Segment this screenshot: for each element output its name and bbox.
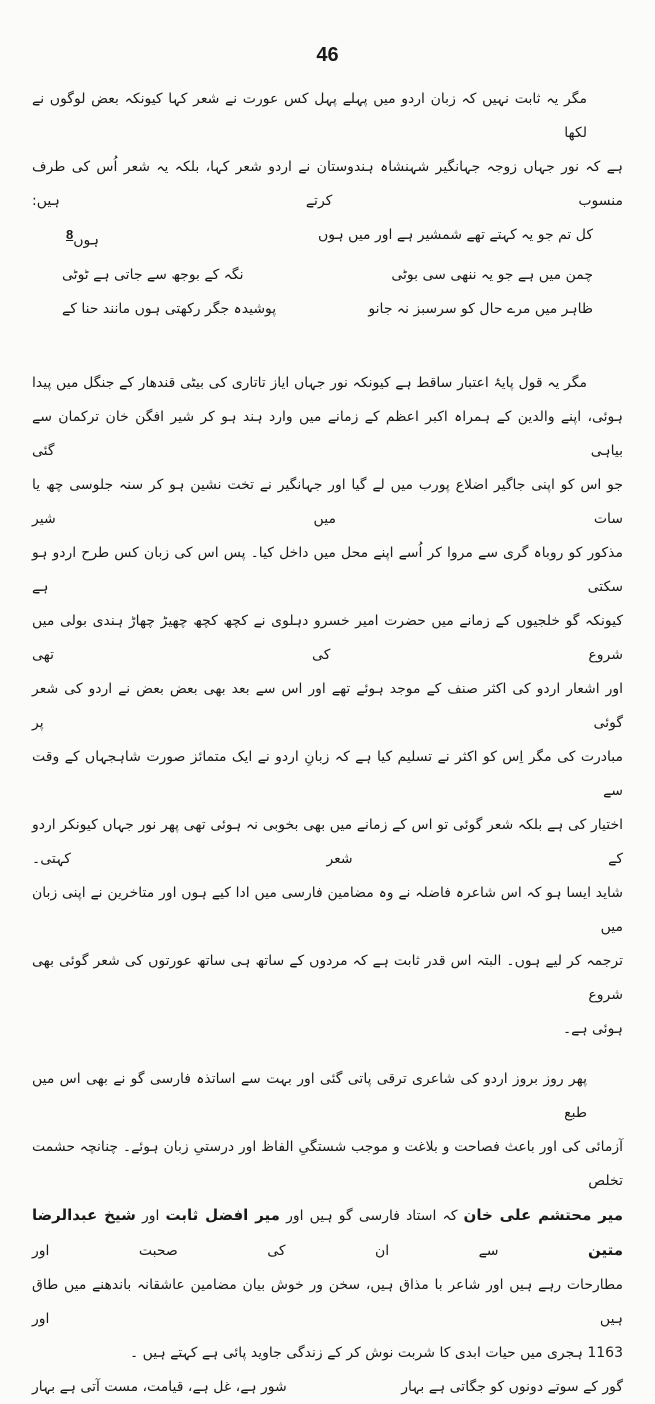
text: سے ان کی صحبت اور	[32, 1242, 588, 1259]
couplet-second-hemistich: پوشیدہ جگر رکھتی ہوں مانند حنا کے	[62, 300, 277, 317]
paragraph-line: پھر روز بروز اردو کی شاعری ترقی پاتی گئی اور بہت سے اساتذہ فارسی گو نے بھی اس میں طبع	[32, 1070, 587, 1121]
couplet-second-hemistich: نگہ کے بوجھ سے جاتی ہے ٹوٹی	[62, 266, 244, 283]
paragraph-line: ہوئی، اپنے والدین کے ہمراہ اکبر اعظم کے زمانے میں وارد ہند ہو کر شیر افگن خان ترکمان سے بیاہی گئی	[32, 408, 623, 459]
paragraph-line: کیونکہ گو خلجیوں کے زمانے میں حضرت امیر خسرو دہلوی نے کچھ کچھ چھیڑ چھاڑ ہندی بولی میں شروع کی تھی	[32, 612, 623, 663]
paragraph-line: ترجمہ کر لیے ہوں۔ البتہ اس قدر ثابت ہے کہ مردوں کے ساتھ ہی ساتھ عورتوں کی شعر گوئی بھی شروع	[32, 952, 623, 1003]
footnote-marker: 8	[66, 227, 74, 242]
couplet-first-hemistich: ظاہر میں مرے حال کو سرسبز نہ جانو	[368, 300, 593, 317]
paragraph-line: جو اس کو اپنی جاگیر اضلاع پورب میں لے گیا اور جہانگیر نے تخت نشین ہو کر سنہ جلوسی چھ یا سات میں شیر	[32, 476, 623, 527]
couplet-text: ہوں	[73, 232, 99, 249]
paragraph-line-with-names	[32, 1198, 623, 1268]
poet-name: میر محتشم علی خان	[463, 1205, 623, 1224]
paragraph-line: مگر یہ قول پایۂ اعتبار ساقط ہے کیونکہ نور جہاں ایاز تاتاری کی بیٹی قندھار کے جنگل میں پیدا	[32, 374, 587, 391]
paragraph-line: اور اشعار اردو کی اکثر صنف کے موجد ہوئے تھے اور اس سے بعد بھی بعض بعض نے اردو کی شعر گوئی پر	[32, 680, 623, 731]
paragraph-line: مذکور کو روباہ گری سے مروا کر اُسے اپنے محل میں داخل کیا۔ پس اس کی زبان کس طرح اردو ہو سکتی ہے	[32, 544, 623, 595]
couplet	[32, 258, 623, 292]
couplet-second-hemistich: شور ہے، غل ہے، قیامت، مست آتی ہے بہار	[32, 1378, 287, 1395]
couplet-first-hemistich: گور کے سوتے دونوں کو جگاتی ہے بہار	[401, 1378, 623, 1395]
paragraph-line: 1163 ہجری میں حیات ابدی کا شربت نوش کر کے زندگی جاوید پائی ہے کہتے ہیں ۔	[129, 1344, 623, 1361]
text: اور	[135, 1207, 166, 1224]
couplet	[32, 292, 623, 326]
poet-name: شیخ عبدالرضا متین	[32, 1205, 623, 1259]
couplet	[32, 218, 623, 258]
paragraph-line: آزمائی کی اور باعث فصاحت و بلاغت و موجب شستگیِ الفاظ اور درستیِ زبان ہوئے۔ چنانچہ حشمت تخلص	[32, 1138, 623, 1189]
couplet-second-hemistich	[62, 218, 99, 258]
paragraph-line: ہوئی ہے۔	[562, 1020, 623, 1037]
paragraph-line: مبادرت کی مگر اِس کو اکثر نے تسلیم کیا ہے کہ زبانِ اردو نے ایک متمائز صورت شاہجہاں کے وقت سے	[32, 748, 623, 799]
spacer	[32, 326, 623, 366]
spacer	[32, 1046, 623, 1062]
paragraph-line: شاید ایسا ہو کہ اس شاعرہ فاضلہ نے وہ مضامین فارسی میں ادا کیے ہوں اور متاخرین نے اپنی زبان میں	[32, 884, 623, 935]
poet-name: میر افضل ثابت	[165, 1205, 280, 1224]
page-number: 46	[316, 44, 339, 66]
text: کہ استاد فارسی گو ہیں اور	[279, 1207, 464, 1224]
couplet-first-hemistich: کل تم جو یہ کہتے تھے شمشیر ہے اور میں ہوں	[318, 227, 593, 243]
paragraph-line: اختیار کی ہے بلکہ شعر گوئی تو اس کے زمانے میں بھی بخوبی نہ ہوئی تھی پھر نور جہاں کیونکر اردو کے شعر کہتی۔	[32, 816, 623, 867]
paragraph-line: مگر یہ ثابت نہیں کہ زبان اردو میں پہلے پہل کس عورت نے شعر کہا کیونکہ بعض لوگوں نے لکھا	[32, 91, 587, 141]
paragraph-line: ہے کہ نور جہاں زوجہ جہانگیر شہنشاہ ہندوستان نے اردو شعر کہا، بلکہ یہ شعر اُس کی طرف منسوب کرتے ہیں:	[32, 159, 623, 209]
couplet	[32, 1370, 623, 1404]
paragraph-line: مطارحات رہے ہیں اور شاعر با مذاق ہیں، سخن ور خوش بیان مضامین عاشقانہ باندھنے میں طاق ہیں اور	[32, 1276, 623, 1327]
couplet-first-hemistich: چمن میں ہے جو یہ ننھی سی بوٹی	[391, 266, 593, 283]
